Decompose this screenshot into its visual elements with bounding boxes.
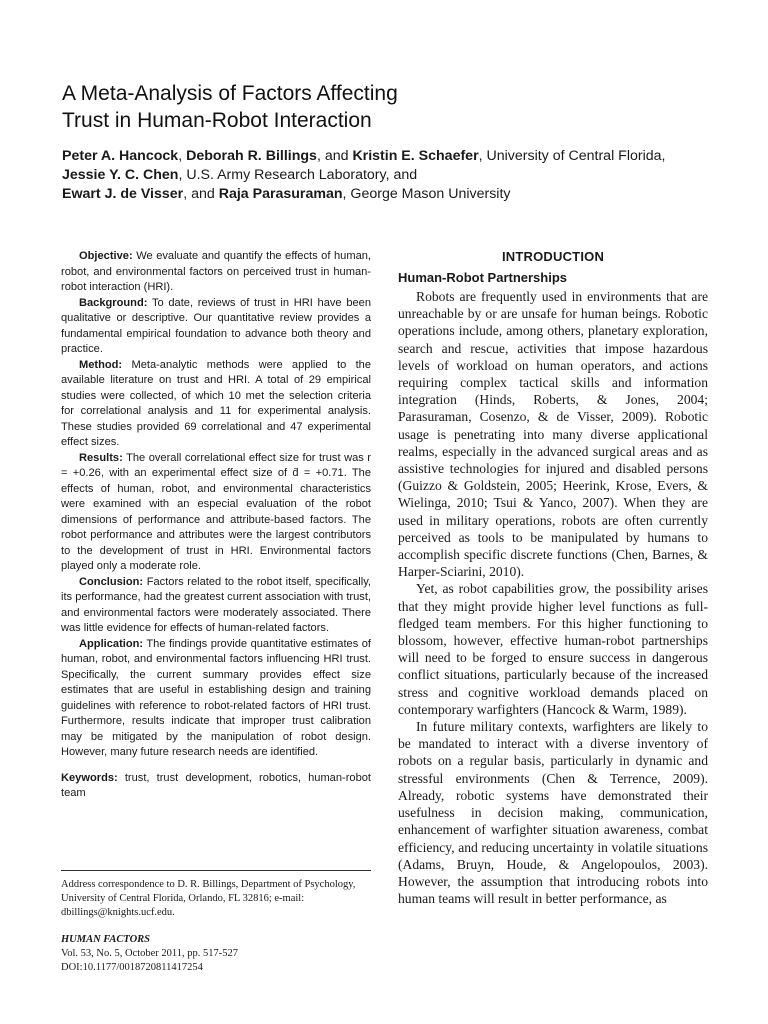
abstract-objective — [61, 249, 371, 296]
background-text: To date, reviews of trust in HRI have been qualitative or descriptive. Our quantitative review provides a fundamental empirical foundation to advance both theory and practice. — [61, 296, 371, 355]
author-billings: Deborah R. Billings — [186, 148, 317, 164]
objective-text: We evaluate and quantify the effects of human, robot, and environmental factors on perceived trust in human-robot interaction (HRI). — [61, 250, 371, 293]
author-chen: Jessie Y. C. Chen — [62, 167, 179, 183]
author-de-visser: Ewart J. de Visser — [62, 186, 184, 202]
title-line-2: Trust in Human-Robot Interaction — [62, 109, 372, 132]
author-separator: , — [178, 148, 187, 164]
footnote — [61, 878, 371, 975]
journal-volume: Vol. 53, No. 5, October 2011, pp. 517-527 — [61, 947, 239, 959]
journal-doi: DOI:10.1177/0018720811417254 — [61, 962, 203, 974]
affiliation-gmu: , George Mason University — [342, 186, 511, 202]
background-label: Background: — [79, 296, 148, 309]
author-separator: , and — [183, 186, 219, 202]
abstract — [61, 249, 371, 802]
conclusion-text: Factors related to the robot itself, specifically, its performance, had the greatest current association with trust, and environmental factors were moderately associated. There was little evidence for effects of human-related factors. — [61, 575, 371, 634]
introduction-body — [398, 288, 708, 907]
application-text: The findings provide quantitative estimates of human, robot, and environmental factors influencing HRI trust. Specifically, the current summary provides effect size estimates that are useful in establishing design and training guidelines with reference to robot-related factors of HRI trust. Furthermore, results indicate that improper trust calibration may be mitigated by the manipulation of robot design. However, many future research needs are identified. — [61, 637, 371, 758]
keywords-label: Keywords: — [61, 771, 118, 784]
author-parasuraman: Raja Parasuraman — [218, 186, 343, 202]
correspondence-note: Address correspondence to D. R. Billings, Department of Psychology, University of Central Florida, Orlando, FL 32816; e-mail: dbillings@knights.ucf.edu. — [61, 879, 356, 919]
conclusion-label: Conclusion: — [79, 575, 144, 588]
title-line-1: A Meta-Analysis of Factors Affecting — [62, 82, 398, 105]
objective-label: Objective: — [79, 250, 133, 262]
affiliation-ucf: , University of Central Florida, — [478, 148, 666, 164]
abstract-background — [61, 296, 371, 358]
abstract-conclusion — [61, 575, 371, 637]
journal-name: HUMAN FACTORS — [61, 933, 150, 945]
abstract-keywords — [61, 771, 371, 802]
footnote-divider — [61, 870, 371, 871]
results-label: Results: — [79, 451, 123, 464]
author-schaefer: Kristin E. Schaefer — [352, 148, 479, 164]
abstract-method — [61, 358, 371, 451]
body-paragraph-3: In future military contexts, warfighters are likely to be mandated to interact with a diverse inventory of robots on a regular basis, particularly in dynamic and stressful environments (Chen & Terrence, 2009). Already, robotic systems have demonstrated their usefulness in decision making, communication, enhancement of warfighter situation awareness, combat efficiency, and reducing uncertainty in volatile situations (Adams, Bruyn, Houde, & Angelopoulos, 2003). However, the assumption that introducing robots into human teams will result in better performance, as — [398, 719, 708, 907]
method-text: Meta-analytic methods were applied to the available literature on trust and HRI. A total of 29 empirical studies were collected, of which 10 met the selection criteria for correlational analysis and 11 for experimental analysis. These studies provided 69 correlational and 47 experimental effect sizes. — [61, 358, 371, 448]
method-label: Method: — [79, 358, 123, 371]
application-label: Application: — [79, 637, 144, 650]
keywords-text: trust, trust development, robotics, human-robot team — [61, 771, 371, 799]
author-list — [62, 147, 702, 204]
introduction-heading: INTRODUCTION — [501, 249, 605, 264]
article-title — [62, 80, 702, 134]
abstract-application — [61, 637, 371, 761]
affiliation-arl: , U.S. Army Research Laboratory, and — [178, 167, 418, 183]
section-subheading: Human-Robot Partnerships — [398, 270, 568, 285]
introduction-column — [398, 249, 708, 907]
results-text: The overall correlational effect size for trust was r = +0.26, with an experimental effect size of d̄ = +0.71. The effects of human, robot, and environmental characteristics were examined with an especial evaluation of the robot dimensions of performance and attribute-based factors. The robot performance and attributes were the largest contributors to the development of trust in HRI. Environmental factors played only a moderate role. — [61, 451, 371, 572]
body-paragraph-1: Robots are frequently used in environments that are unreachable by or are unsafe for human beings. Robotic operations include, among others, planetary exploration, search and rescue, activities that impose hazardous levels of workload on human operators, and actions requiring complex tactical skills and information integration (Hinds, Roberts, & Jones, 2004; Parasuraman, Cosenzo, & de Visser, 2009). Robotic usage is penetrating into many diverse applicational realms, especially in the advanced surgical areas and as assistive technologies for injured and disabled persons (Guizzo & Goldstein, 2005; Heerink, Krose, Evers, & Wielinga, 2010; Tsui & Yanco, 2007). When they are used in military operations, robots are often currently perceived as tools to be manipulated by humans to accomplish specific discrete functions (Chen, Barnes, & Harper-Sciarini, 2010). — [398, 289, 708, 580]
body-paragraph-2: Yet, as robot capabilities grow, the possibility arises that they might provide higher level functions as full-fledged team members. For this higher functioning to blossom, however, effective human-robot partnerships will need to be forged to ensure success in dangerous conflict situations, particularly because of the increased stress and cognitive workload demands placed on contemporary warfighters (Hancock & Warm, 1989). — [398, 581, 708, 717]
author-hancock: Peter A. Hancock — [62, 148, 179, 164]
abstract-results — [61, 451, 371, 575]
author-separator: , and — [316, 148, 353, 164]
